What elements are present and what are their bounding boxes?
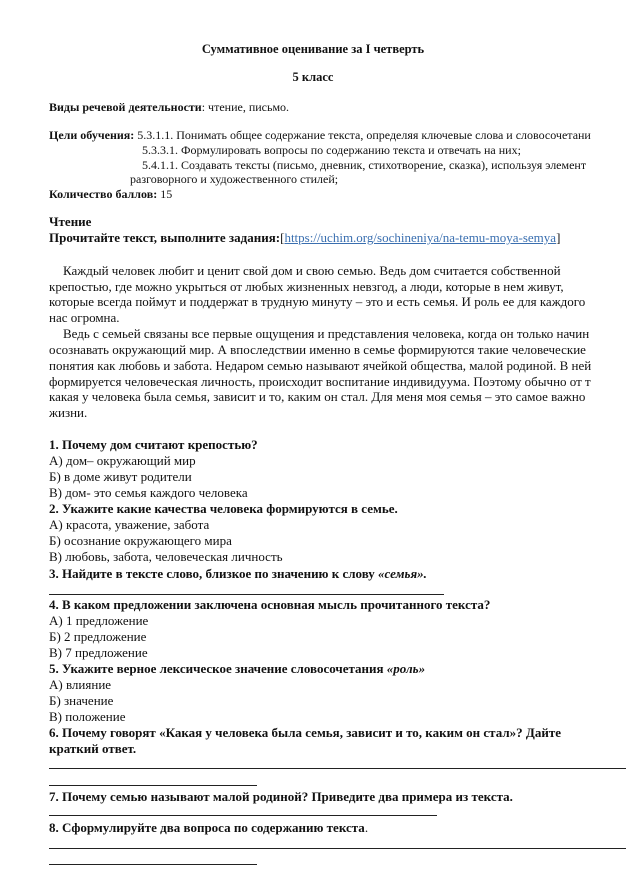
- grade-label: 5 класс: [292, 70, 334, 84]
- activities-value: : чтение, письмо.: [201, 100, 290, 114]
- text-line: формируется человеческая личность, происходит воспитание индивидуума. Поэтому обычно от т: [49, 374, 591, 389]
- question-8: [49, 820, 368, 836]
- answer-line-8b[interactable]: [49, 864, 257, 865]
- question-5: [49, 661, 425, 677]
- question-5-option-b: Б) значение: [49, 693, 114, 708]
- text-line: крепостью, где можно укрыться от любых жизненных невзгод, а люди, которые в нем живут,: [49, 279, 564, 294]
- question-8-text: 8. Сформулируйте два вопроса по содержанию текста: [49, 820, 365, 835]
- question-1-option-c: В) дом- это семья каждого человека: [49, 485, 248, 500]
- text-line: нас огромна.: [49, 310, 120, 325]
- text-line: которые всегда поймут и поддержат в трудную минуту – это и есть семья. И роль ее для каждого: [49, 294, 586, 309]
- question-8-dot: .: [364, 820, 369, 835]
- activities-line: [49, 100, 289, 115]
- reading-task: [49, 230, 560, 246]
- question-7: 7. Почему семью называют малой родиной? Приведите два примера из текста.: [49, 789, 513, 804]
- text-line: какая у человека была семья, зависит и то, каким он стал. Для меня моя семья – это самое важно: [49, 389, 586, 404]
- question-4-option-c: В) 7 предложение: [49, 645, 148, 660]
- question-6-continued: краткий ответ.: [49, 741, 137, 756]
- goals-line-1: [49, 128, 591, 143]
- question-3: [49, 566, 427, 582]
- question-2-option-b: Б) осознание окружающего мира: [49, 533, 232, 548]
- question-4-option-a: А) 1 предложение: [49, 613, 149, 628]
- answer-line-6b[interactable]: [49, 785, 257, 786]
- question-1-option-a: А) дом– окружающий мир: [49, 453, 196, 468]
- question-4: 4. В каком предложении заключена основная мысль прочитанного текста?: [49, 597, 491, 612]
- text-line: понятия как любовь и забота. Недаром семью называют ячейкой общества, малой родиной. В ней: [49, 358, 592, 373]
- question-1-option-b: Б) в доме живут родители: [49, 469, 192, 484]
- answer-line-6a[interactable]: [49, 768, 626, 769]
- link-bracket-open: [: [280, 230, 285, 245]
- question-5-text: 5. Укажите верное лексическое значение словосочетания: [49, 661, 387, 676]
- goal-3: 5.4.1.1. Создавать тексты (письмо, дневник, стихотворение, сказка), используя элемент: [142, 158, 587, 172]
- question-1: 1. Почему дом считают крепостью?: [49, 437, 258, 452]
- question-5-option-c: В) положение: [49, 709, 126, 724]
- answer-line-8a[interactable]: [49, 848, 626, 849]
- reading-task-label: Прочитайте текст, выполните задания:: [49, 230, 281, 245]
- points-line: [49, 187, 172, 202]
- answer-line-7[interactable]: [49, 815, 437, 816]
- document-title: Суммативное оценивание за I четверть: [201, 42, 425, 56]
- answer-line-3[interactable]: [49, 594, 444, 595]
- goal-2: 5.3.3.1. Формулировать вопросы по содержанию текста и отвечать на них;: [142, 143, 521, 157]
- section-reading: Чтение: [49, 214, 92, 229]
- text-line: Каждый человек любит и ценит свой дом и свою семью. Ведь дом считается собственной: [63, 263, 561, 278]
- link-bracket-close: ]: [556, 230, 561, 245]
- question-5-word: «роль»: [386, 661, 426, 676]
- activities-label: Виды речевой деятельности: [49, 100, 202, 114]
- text-line: жизни.: [49, 405, 88, 420]
- points-value: 15: [157, 187, 173, 201]
- source-link[interactable]: https://uchim.org/sochineniya/na-temu-moya-semya: [284, 230, 557, 245]
- question-2-option-a: А) красота, уважение, забота: [49, 517, 210, 532]
- question-2: 2. Укажите какие качества человека формируются в семье.: [49, 501, 398, 516]
- question-3-text: 3. Найдите в тексте слово, близкое по значению к слову: [49, 566, 379, 581]
- goal-3-continued: разговорного и художественного стилей;: [130, 172, 339, 186]
- goals-label: Цели обучения:: [49, 128, 135, 142]
- text-line: осознавать окружающий мир. А впоследствии именно в семье формируются такие человеческие: [49, 342, 586, 357]
- question-5-option-a: А) влияние: [49, 677, 112, 692]
- question-3-word: «семья».: [378, 566, 427, 581]
- question-6: 6. Почему говорят «Какая у человека была семья, зависит и то, каким он стал»? Дайте: [49, 725, 561, 740]
- points-label: Количество баллов:: [49, 187, 158, 201]
- question-4-option-b: Б) 2 предложение: [49, 629, 147, 644]
- goal-1: 5.3.1.1. Понимать общее содержание текста, определяя ключевые слова и словосочетани: [134, 128, 591, 142]
- question-2-option-c: В) любовь, забота, человеческая личность: [49, 549, 283, 564]
- text-line: Ведь с семьей связаны все первые ощущения и представления человека, когда он только начин: [63, 326, 590, 341]
